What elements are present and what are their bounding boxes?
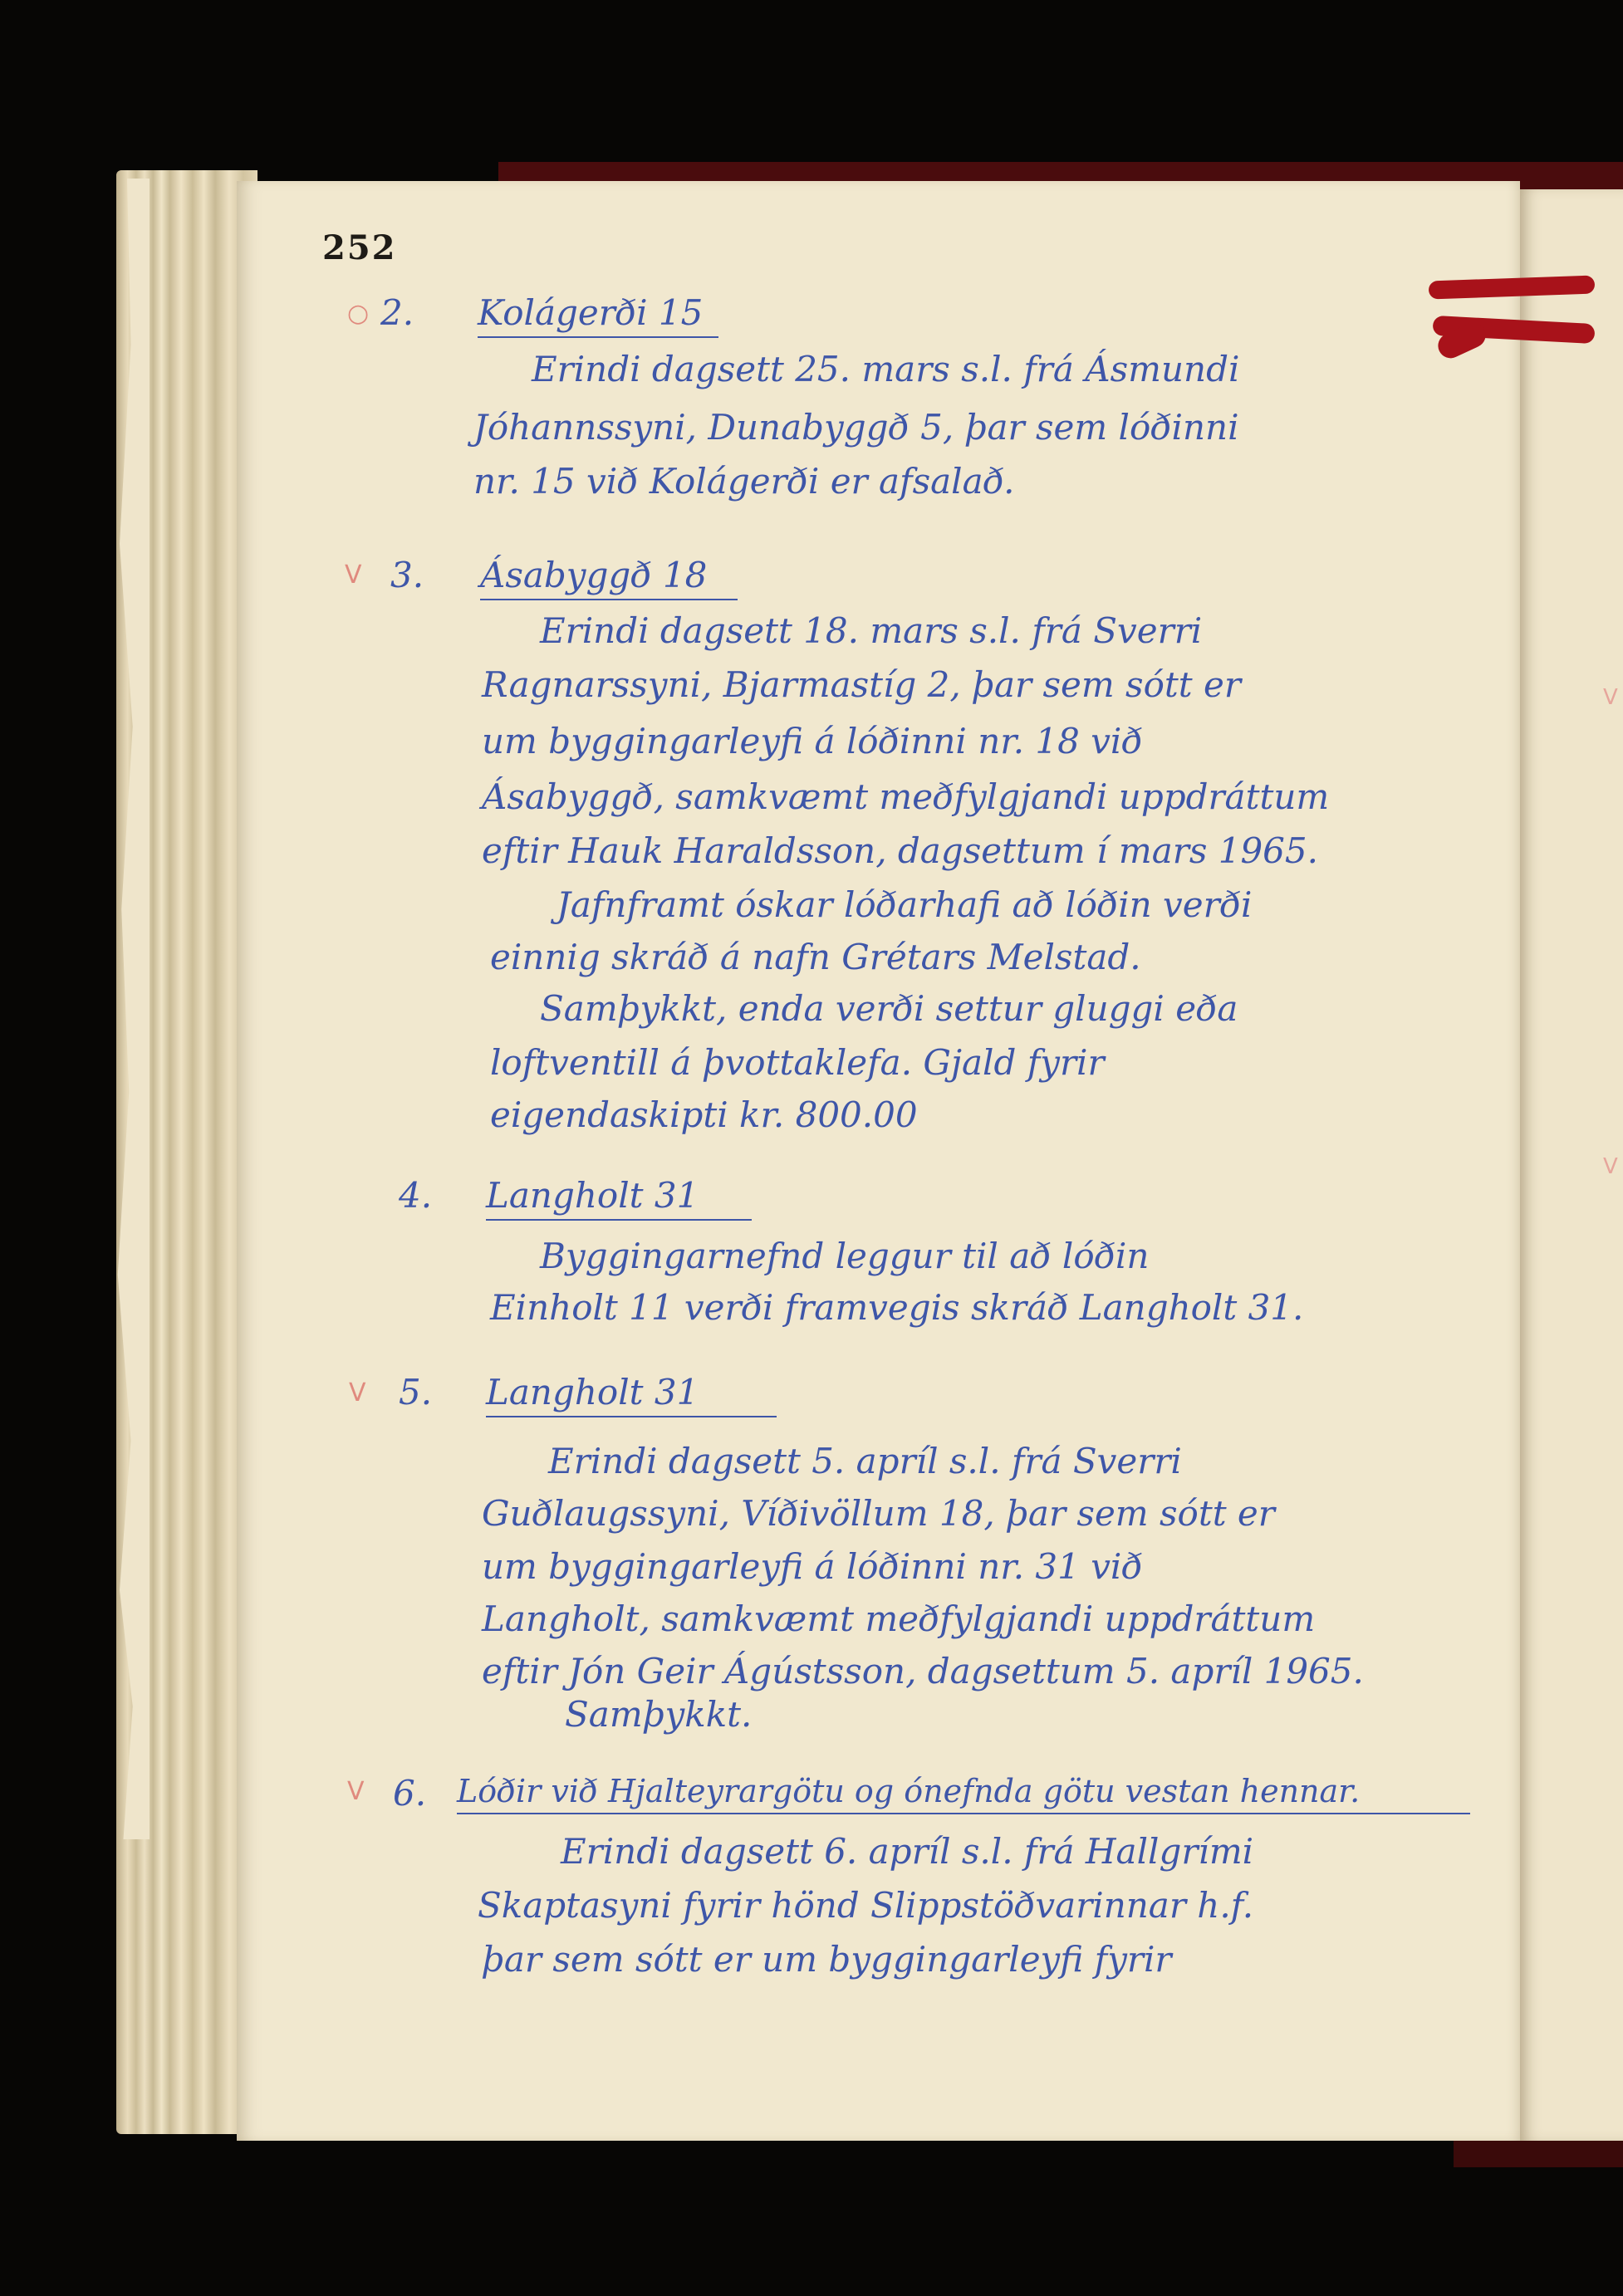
page-number: 252 (322, 228, 397, 267)
margin-mark-item-6: V (347, 1777, 365, 1806)
item-heading: Langholt 31 (486, 1175, 752, 1221)
item-text-line: Skaptasyni fyrir hönd Slippstöðvarinnar h.f. (478, 1885, 1254, 1926)
item-text-line: Ásabyggð, samkvæmt meðfylgjandi uppdráttum (482, 776, 1330, 817)
item-text-line: Langholt, samkvæmt meðfylgjandi uppdráttum (482, 1598, 1316, 1639)
facing-page-mark: V (1603, 1154, 1618, 1179)
item-text-line: eftir Jón Geir Ágústsson, dagsettum 5. apríl 1965. (482, 1651, 1364, 1691)
item-text-line: Erindi dagsett 5. apríl s.l. frá Sverri (548, 1441, 1182, 1481)
item-text-line: Guðlaugssyni, Víðivöllum 18, þar sem sótt er (482, 1493, 1275, 1534)
item-text-line: Ragnarssyni, Bjarmastíg 2, þar sem sótt er (482, 664, 1241, 705)
margin-mark-item-2: ○ (347, 299, 370, 328)
item-text-line: Erindi dagsett 6. apríl s.l. frá Hallgrími (561, 1831, 1254, 1872)
item-number: 3. (390, 555, 424, 595)
item-number: 2. (380, 292, 414, 333)
item-text-line: Samþykkt, enda verði settur gluggi eða (540, 988, 1238, 1029)
item-text-line: eftir Hauk Haraldsson, dagsettum í mars 1965. (482, 830, 1318, 871)
item-text-line: Erindi dagsett 18. mars s.l. frá Sverri (540, 610, 1203, 651)
item-text-line: Jóhannssyni, Dunabyggð 5, þar sem lóðinni (473, 407, 1239, 448)
item-number: 5. (399, 1372, 433, 1412)
item-heading: Kolágerði 15 (478, 292, 718, 338)
item-text-line: einnig skráð á nafn Grétars Melstad. (490, 937, 1141, 977)
item-text-line: Jafnframt óskar lóðarhafi að lóðin verði (557, 884, 1253, 925)
item-number: 4. (399, 1175, 433, 1216)
item-text-line: um byggingarleyfi á lóðinni nr. 31 við (482, 1546, 1143, 1587)
margin-mark-item-3: V (345, 561, 362, 590)
item-text-line: nr. 15 við Kolágerði er afsalað. (473, 461, 1015, 502)
item-text-line: Erindi dagsett 25. mars s.l. frá Ásmundi (532, 349, 1240, 389)
item-heading: Ásabyggð 18 (480, 555, 738, 600)
item-text-line: eigendaskipti kr. 800.00 (490, 1094, 918, 1135)
item-text-line: þar sem sótt er um byggingarleyfi fyrir (482, 1939, 1172, 1980)
margin-mark-item-5: V (349, 1378, 366, 1407)
item-text-line: Einholt 11 verði framvegis skráð Langholt 31. (490, 1287, 1304, 1328)
item-heading: Langholt 31 (486, 1372, 777, 1417)
item-heading: Lóðir við Hjalteyrargötu og ónefnda götu vestan hennar. (457, 1773, 1470, 1814)
item-text-line: Samþykkt. (565, 1694, 753, 1735)
item-text-line: loftventill á þvottaklefa. Gjald fyrir (490, 1042, 1105, 1083)
item-text-line: Byggingarnefnd leggur til að lóðin (540, 1236, 1150, 1276)
facing-page-mark: V (1603, 685, 1618, 710)
item-number: 6. (393, 1773, 427, 1814)
item-text-line: um byggingarleyfi á lóðinni nr. 18 við (482, 721, 1143, 761)
